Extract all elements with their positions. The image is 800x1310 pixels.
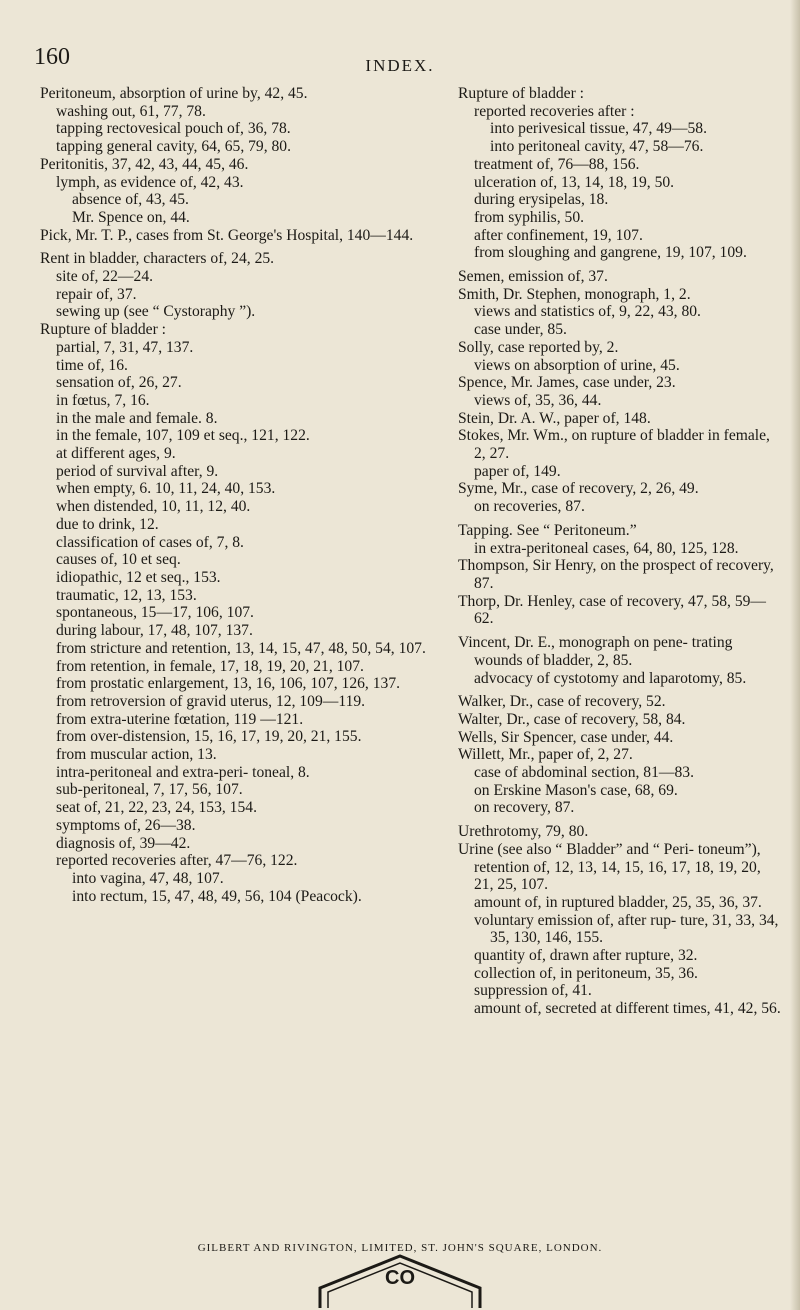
index-subentry: ulceration of, 13, 14, 18, 19, 50.	[474, 173, 675, 191]
index-subentry: amount of, in ruptured bladder, 25, 35, 36, 37.	[474, 893, 762, 911]
index-subentry: traumatic, 12, 13, 153.	[56, 586, 197, 604]
index-heading: Semen, emission of, 37.	[458, 268, 608, 286]
index-subentry: reported recoveries after :	[474, 102, 635, 120]
index-subentry: from extra-uterine fœtation, 119 —121.	[56, 710, 304, 728]
index-subentry: paper of, 149.	[474, 462, 561, 480]
index-subentry: from syphilis, 50.	[474, 208, 585, 226]
index-heading: Thompson, Sir Henry, on the prospect of recovery, 87.	[458, 557, 774, 592]
index-subentry: on recoveries, 87.	[474, 498, 585, 516]
index-subentry: amount of, secreted at different times, 41, 42, 56.	[474, 1000, 781, 1018]
running-head: INDEX.	[365, 56, 435, 75]
index-subentry: in the female, 107, 109 et seq., 121, 122.	[56, 427, 310, 445]
index-subentry: during labour, 17, 48, 107, 137.	[56, 622, 253, 640]
index-subentry: views and statistics of, 9, 22, 43, 80.	[474, 303, 701, 321]
index-subentry: case of abdominal section, 81—83.	[474, 764, 694, 782]
index-heading: Rupture of bladder :	[458, 85, 585, 102]
index-subentry: in fœtus, 7, 16.	[56, 391, 150, 409]
index-heading: Peritoneum, absorption of urine by, 42, 45.	[40, 85, 308, 102]
index-subentry: spontaneous, 15—17, 106, 107.	[56, 604, 254, 622]
index-subentry: into peritoneal cavity, 47, 58—76.	[490, 138, 704, 156]
printer-imprint: GILBERT AND RIVINGTON, LIMITED, ST. JOHN'S SQUARE, LONDON.	[197, 1242, 603, 1254]
index-column-right	[458, 85, 783, 1018]
index-subentry: in the male and female. 8.	[56, 409, 218, 427]
index-subentry: intra-peritoneal and extra-peri- toneal, 8.	[56, 763, 310, 781]
index-heading: Walter, Dr., case of recovery, 58, 84.	[458, 710, 686, 728]
index-subentry: due to drink, 12.	[56, 515, 159, 533]
index-subentry: seat of, 21, 22, 23, 24, 153, 154.	[56, 799, 257, 817]
index-subentry: diagnosis of, 39—42.	[56, 834, 191, 852]
index-subentry: washing out, 61, 77, 78.	[56, 102, 206, 120]
index-subentry: suppression of, 41.	[474, 982, 592, 1000]
library-stamp	[300, 1250, 500, 1308]
index-subentry: repair of, 37.	[56, 285, 137, 303]
index-subentry: on recovery, 87.	[474, 799, 575, 817]
index-subentry: after confinement, 19, 107.	[474, 226, 643, 244]
index-subentry: advocacy of cystotomy and laparotomy, 85.	[474, 669, 747, 687]
index-subentry: into rectum, 15, 47, 48, 49, 56, 104 (Peacock).	[72, 887, 362, 905]
index-subentry: when distended, 10, 11, 12, 40.	[56, 498, 251, 516]
index-subentry: into vagina, 47, 48, 107.	[72, 869, 224, 887]
index-heading: Solly, case reported by, 2.	[458, 338, 619, 356]
index-subentry: tapping general cavity, 64, 65, 79, 80.	[56, 138, 292, 156]
index-heading: Spence, Mr. James, case under, 23.	[458, 374, 676, 392]
index-subentry: Mr. Spence on, 44.	[72, 208, 190, 226]
index-subentry: treatment of, 76—88, 156.	[474, 155, 640, 173]
index-subentry: from prostatic enlargement, 13, 16, 106, 107, 126, 137.	[56, 675, 401, 693]
page-edge-shadow	[790, 0, 800, 1310]
index-subentry: classification of cases of, 7, 8.	[56, 533, 244, 551]
index-subentry: from muscular action, 13.	[56, 746, 217, 764]
index-subentry: collection of, in peritoneum, 35, 36.	[474, 964, 698, 982]
index-subentry: site of, 22—24.	[56, 268, 154, 286]
page-number: 160	[34, 44, 70, 70]
index-heading: Stokes, Mr. Wm., on rupture of bladder in female, 2, 27.	[458, 427, 770, 463]
index-heading: Rent in bladder, characters of, 24, 25.	[40, 250, 275, 268]
index-subentry: case under, 85.	[474, 321, 567, 339]
index-subentry: views of, 35, 36, 44.	[474, 391, 602, 409]
index-subentry: into perivesical tissue, 47, 49—58.	[490, 120, 707, 138]
index-subentry: during erysipelas, 18.	[474, 191, 609, 209]
index-subentry: partial, 7, 31, 47, 137.	[56, 338, 194, 356]
index-subentry: lymph, as evidence of, 42, 43.	[56, 173, 244, 191]
index-subentry: on Erskine Mason's case, 68, 69.	[474, 781, 678, 799]
index-subentry: sensation of, 26, 27.	[56, 374, 182, 392]
index-heading: Walker, Dr., case of recovery, 52.	[458, 693, 666, 711]
stamp-top-text: CO	[385, 1267, 415, 1289]
index-heading: Tapping. See “ Peritoneum.”	[458, 521, 637, 539]
index-subentry: voluntary emission of, after rup- ture, 31, 33, 34, 35, 130, 146, 155.	[474, 911, 779, 947]
index-heading: Willett, Mr., paper of, 2, 27.	[458, 746, 633, 764]
index-subentry: absence of, 43, 45.	[72, 191, 189, 209]
index-heading: Vincent, Dr. E., monograph on pene- trating wounds of bladder, 2, 85.	[458, 634, 733, 669]
index-subentry: from retroversion of gravid uterus, 12, 109—119.	[56, 692, 366, 710]
index-heading: Urethrotomy, 79, 80.	[458, 823, 589, 841]
index-heading: Wells, Sir Spencer, case under, 44.	[458, 728, 674, 746]
index-subentry: from stricture and retention, 13, 14, 15, 47, 48, 50, 54, 107.	[56, 639, 426, 657]
index-subentry: from sloughing and gangrene, 19, 107, 109.	[474, 244, 747, 262]
index-subentry: causes of, 10 et seq.	[56, 551, 181, 569]
index-subentry: from over-distension, 15, 16, 17, 19, 20, 21, 155.	[56, 728, 362, 746]
index-heading: Pick, Mr. T. P., cases from St. George's Hospital, 140—144.	[40, 226, 414, 244]
index-subentry: when empty, 6. 10, 11, 24, 40, 153.	[56, 480, 276, 498]
index-subentry: time of, 16.	[56, 356, 128, 374]
index-subentry: period of survival after, 9.	[56, 462, 219, 480]
index-heading: Stein, Dr. A. W., paper of, 148.	[458, 409, 651, 427]
index-heading: Urine (see also “ Bladder” and “ Peri- toneum”), retention of, 12, 13, 14, 15, 16, 17, 18, 19, 20, 21, 25, 107.	[458, 840, 761, 894]
index-subentry: from retention, in female, 17, 18, 19, 20, 21, 107.	[56, 657, 364, 675]
index-subentry: views on absorption of urine, 45.	[474, 356, 680, 374]
index-heading: Syme, Mr., case of recovery, 2, 26, 49.	[458, 480, 699, 498]
index-heading: Smith, Dr. Stephen, monograph, 1, 2.	[458, 285, 691, 303]
index-subentry: symptoms of, 26—38.	[56, 816, 196, 834]
index-column-left	[40, 85, 452, 905]
index-heading: Thorp, Dr. Henley, case of recovery, 47, 58, 59—62.	[458, 592, 767, 628]
index-subentry: tapping rectovesical pouch of, 36, 78.	[56, 120, 291, 138]
index-heading: Peritonitis, 37, 42, 43, 44, 45, 46.	[40, 155, 249, 173]
index-subentry: sewing up (see “ Cystoraphy ”).	[56, 303, 256, 321]
index-subentry: quantity of, drawn after rupture, 32.	[474, 947, 698, 965]
index-heading: Rupture of bladder :	[40, 321, 167, 339]
index-subentry: reported recoveries after, 47—76, 122.	[56, 852, 298, 870]
index-subentry: in extra-peritoneal cases, 64, 80, 125, 128.	[474, 539, 739, 557]
index-subentry: at different ages, 9.	[56, 445, 176, 463]
index-subentry: sub-peritoneal, 7, 17, 56, 107.	[56, 781, 243, 799]
index-subentry: idiopathic, 12 et seq., 153.	[56, 568, 221, 586]
